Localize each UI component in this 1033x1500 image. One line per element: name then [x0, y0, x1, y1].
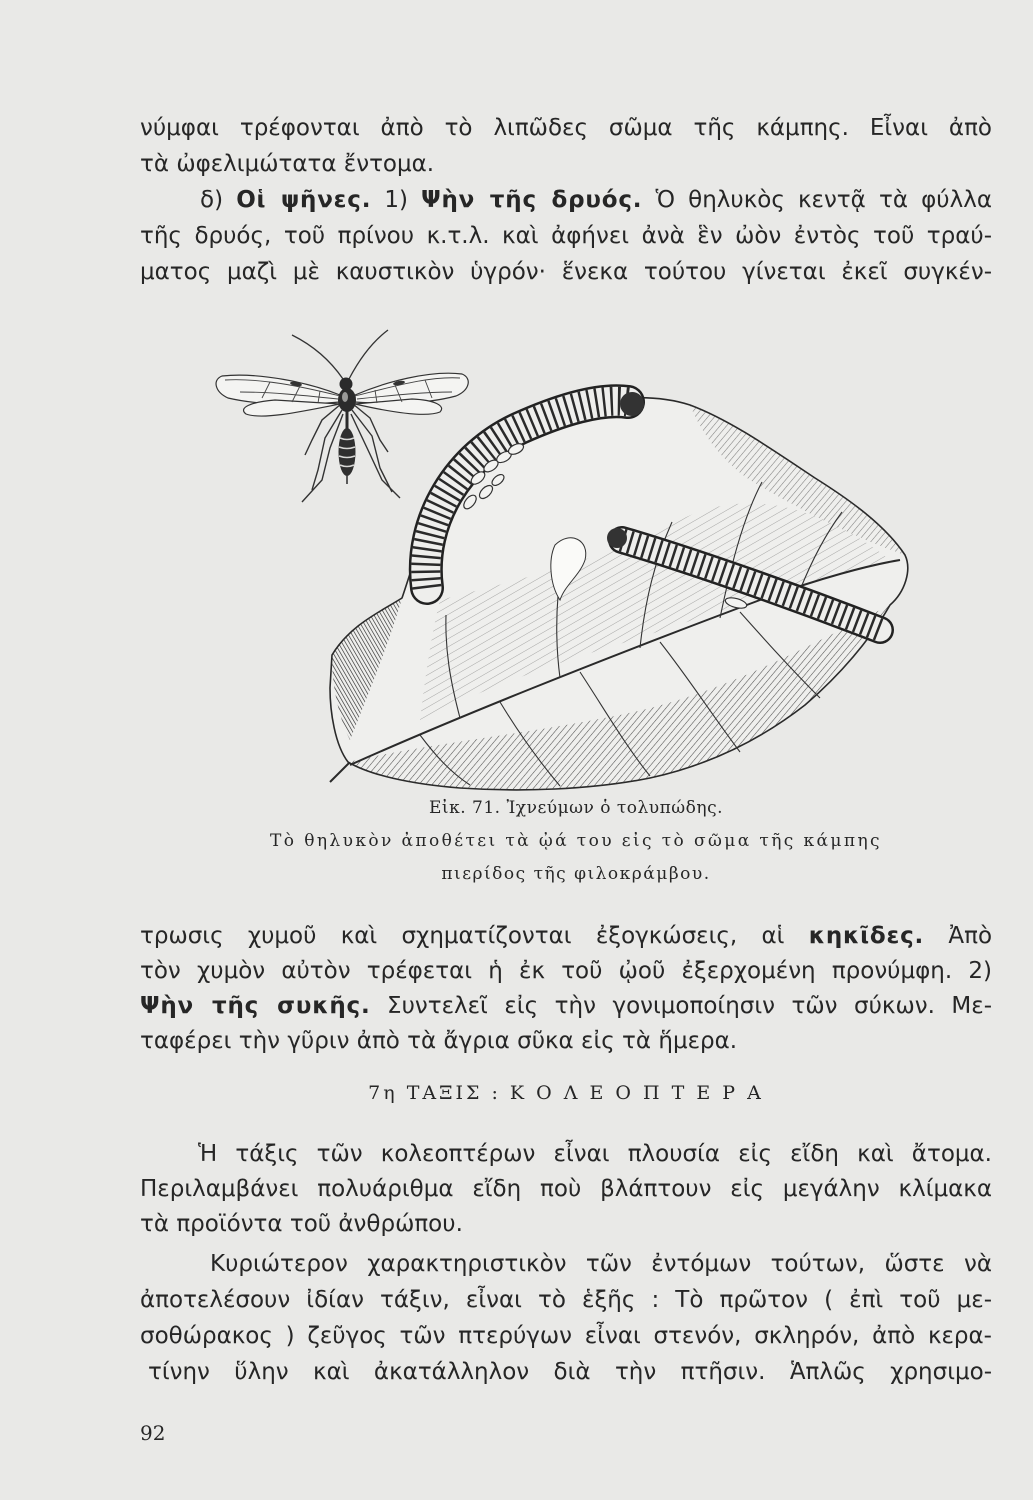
- text-block-beetles-2: [140, 1246, 992, 1390]
- body-text: Συντελεῖ εἰς τὴν γονιμοποίησιν τῶν σύκων. Με-: [387, 993, 993, 1019]
- body-text: Ἀπὸ: [948, 923, 993, 949]
- body-line: σοθώρακος ) ζεῦγος τῶν πτερύγων εἶναι στενόν, σκληρόν, ἀπὸ κερα-: [140, 1323, 992, 1349]
- figure-label: Εἰκ. 71. Ἰχνεύμων ὁ τολυπώδης.: [429, 798, 723, 818]
- body-line: ταφέρει τὴν γῦριν ἀπὸ τὰ ἄγρια σῦκα εἰς τὰ ἥμερα.: [140, 1028, 738, 1054]
- body-line: τὸν χυμὸν αὐτὸν τρέφεται ἡ ἐκ τοῦ ᾠοῦ ἐξερχομένη προνύμφη. 2): [140, 958, 992, 984]
- leg: [302, 414, 343, 502]
- subheading-bold: Ψὴν τῆς συκῆς.: [140, 993, 371, 1019]
- caterpillar-head: [620, 392, 644, 416]
- body-line: ματος μαζὶ μὲ καυστικὸν ὑγρόν· ἕνεκα τούτου γίνεται ἐκεῖ συγκέν-: [140, 259, 992, 285]
- wasp-illustration: [216, 330, 468, 502]
- leg: [351, 414, 400, 498]
- body-line: Περιλαμβάνει πολυάριθμα εἴδη ποὺ βλάπτουν εἰς μεγάλην κλίμακα: [140, 1176, 992, 1202]
- body-line: τίνην ὕλην καὶ ἀκατάλληλον διὰ τὴν πτῆσιν. Ἁπλῶς χρησιμο-: [148, 1359, 992, 1385]
- caption-line: Τὸ θηλυκὸν ἀποθέτει τὰ ᾠά του εἰς τὸ σῶμα τῆς κάμπης: [270, 831, 882, 851]
- body-line: τῆς δρυός, τοῦ πρίνου κ.τ.λ. καὶ ἀφήνει ἀνὰ ἓν ὠὸν ἐντὸς τοῦ τραύ-: [140, 223, 992, 249]
- caption-line: πιερίδος τῆς φιλοκράμβου.: [441, 864, 711, 884]
- body-line-with-headings: [140, 182, 992, 218]
- section-heading: [140, 1077, 992, 1109]
- antenna-right: [349, 330, 388, 379]
- section-number: 7η: [368, 1082, 398, 1104]
- wasp-thorax-highlight: [342, 392, 348, 402]
- body-line: ἀποτελέσουν ἰδίαν τάξιν, εἶναι τὸ ἑξῆς : Τὸ πρῶτον ( ἐπὶ τοῦ με-: [140, 1287, 992, 1313]
- term-bold: κηκῖδες.: [808, 923, 925, 949]
- body-line: νύμφαι τρέφονται ἀπὸ τὸ λιπῶδες σῶμα τῆς κάμπης. Εἶναι ἀπὸ: [140, 115, 992, 141]
- text-block-beetles-1: [140, 1137, 992, 1242]
- section-heading-bold: Οἱ ψῆνες.: [236, 187, 372, 213]
- body-line: τὰ ὠφελιμώτατα ἔντομα.: [140, 151, 435, 177]
- text-block-top: [140, 110, 992, 290]
- body-line: Ἡ τάξις τῶν κολεοπτέρων εἶναι πλουσία εἰς εἴδη καὶ ἄτομα.: [198, 1141, 992, 1167]
- body-line: Κυριώτερον χαρακτηριστικὸν τῶν ἐντόμων τούτων, ὥστε νὰ: [210, 1251, 992, 1277]
- body-text: Ὁ θηλυκὸς κεντᾷ τὰ φύλλα: [655, 187, 992, 213]
- caterpillar-head: [607, 528, 627, 548]
- wasp-abdomen: [339, 428, 356, 476]
- leg: [312, 410, 342, 490]
- antenna-left: [292, 335, 343, 379]
- body-line-with-term: [140, 919, 992, 954]
- page-number: 92: [140, 1421, 166, 1445]
- figure-illustration: [205, 320, 915, 795]
- wasp-antennae: [292, 330, 388, 379]
- body-text: τρωσις χυμοῦ καὶ σχηματίζονται ἐξογκώσεις, αἱ: [140, 923, 785, 949]
- figure-caption: [150, 792, 1002, 891]
- text-block-continuation: [140, 919, 992, 1059]
- section-title: Κ Ο Λ Ε Ο Π Τ Ε Ρ Α: [509, 1082, 764, 1104]
- subheading-bold: Ψὴν τῆς δρυός.: [421, 187, 643, 213]
- body-line-with-headings: [140, 989, 992, 1024]
- leaf-stalk: [330, 762, 350, 782]
- section-label: ΤΑΞΙΣ :: [406, 1082, 501, 1104]
- list-marker: δ): [200, 187, 224, 213]
- list-number: 1): [384, 187, 409, 213]
- body-line: τὰ προϊόντα τοῦ ἀνθρώπου.: [140, 1211, 463, 1237]
